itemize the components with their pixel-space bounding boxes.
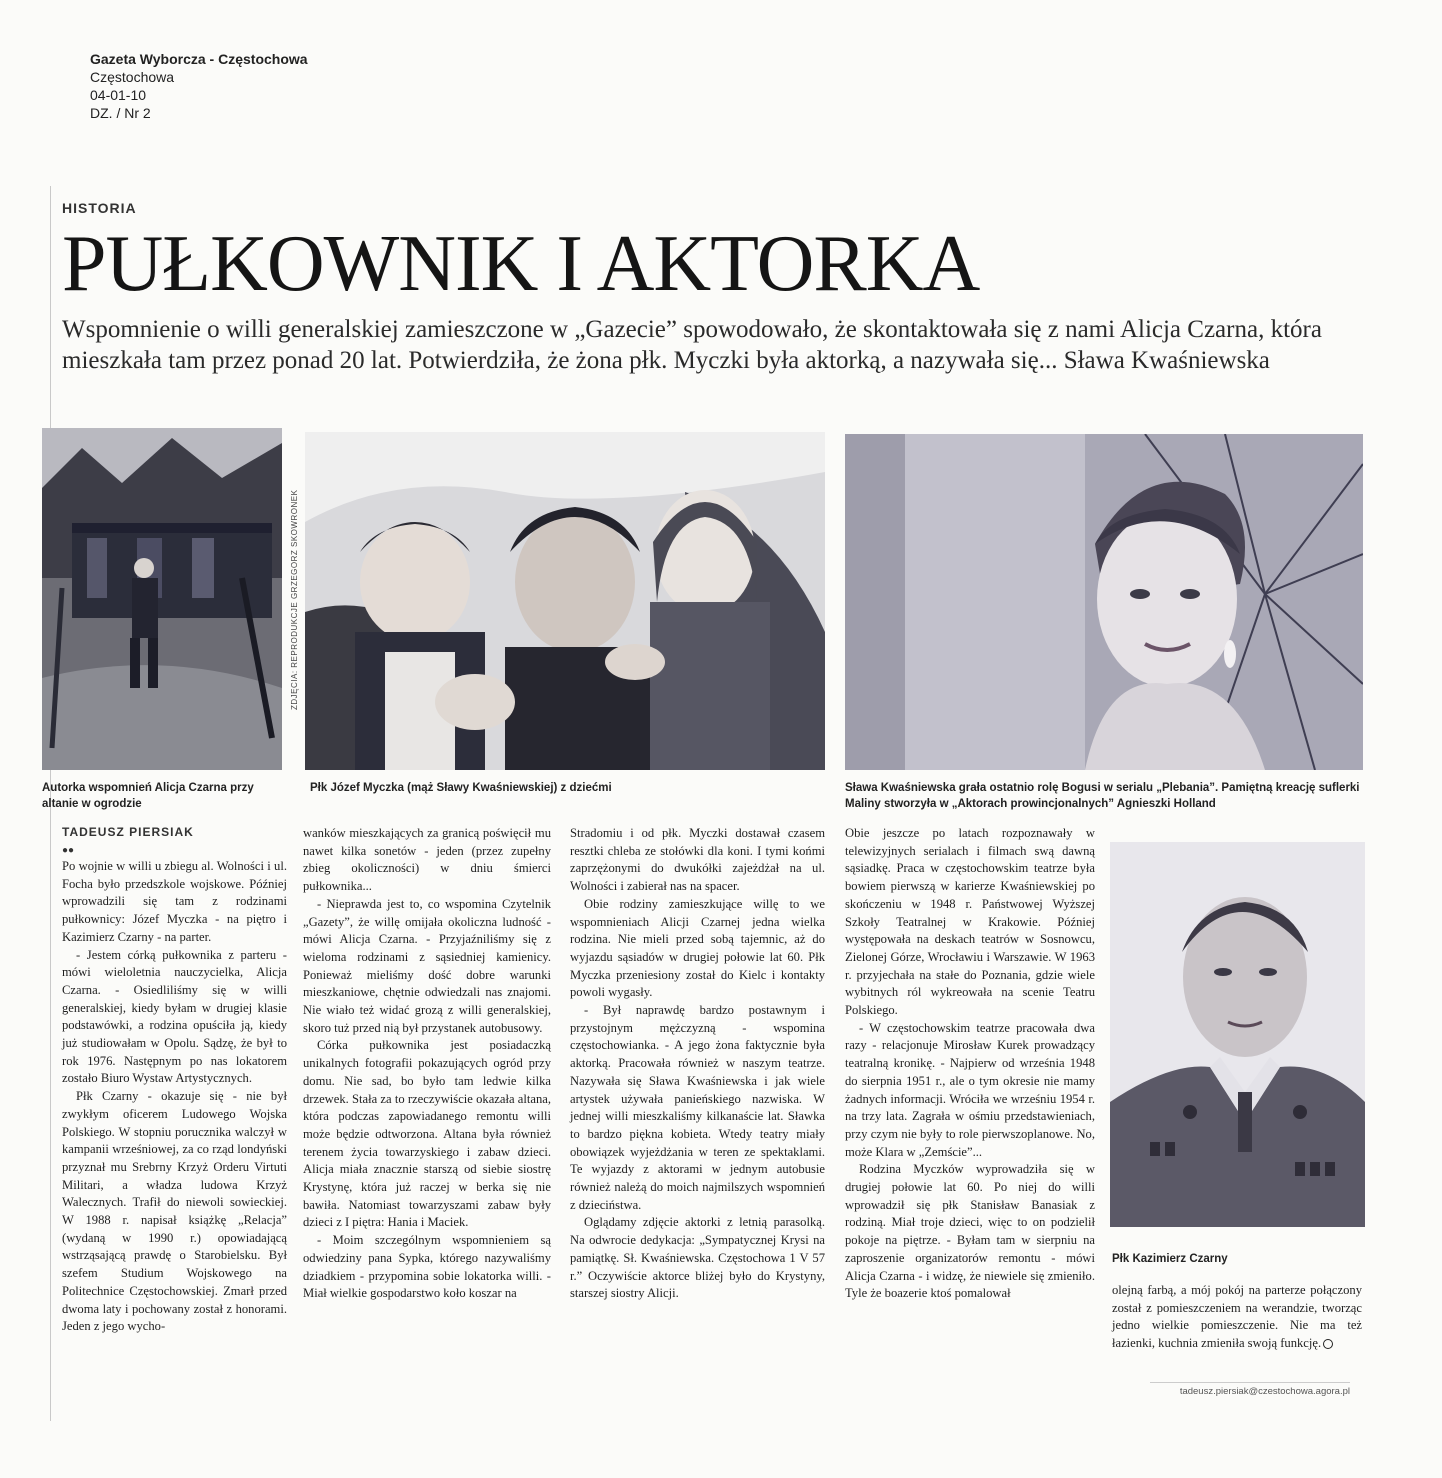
paragraph: - Jestem córką pułkownika z parteru - mówi wieloletnia nauczycielka, Alicja Czarna. - Osiedliliśmy się w willi generalskiej, kiedy byłam w drugiej klasie podstawówki, a rodzina opuściła ją, kiedy już studiowałam w Opolu. Sądzę, że był to rok 1976. Następnym po nas lokatorem zostało Biuro Wystaw Artystycznych.: [62, 947, 287, 1086]
publication-name: Gazeta Wyborcza - Częstochowa: [90, 51, 308, 67]
article-column-1: [62, 858, 287, 1336]
paragraph: Córka pułkownika jest posiadaczką unikalnych fotografii pokazujących ogród przy domu. Nie sad, bo było tam ledwie kilka drzewek. Stała za to rzeczywiście okazała altana, która podczas zapowiadanego remontu willi może będzie odtworzona. Altana była również terenem życia towarzyskiego i zabaw dzieci. Alicja miała znacznie starszą od siebie siostrę Krystynę, która już raczej w berka się nie bawiła. Natomiast towarzyszami zabaw były dzieci z I piętra: Hania i Maciek.: [303, 1038, 551, 1230]
garden-photo-image: [42, 428, 282, 770]
paragraph: Płk Czarny - okazuje się - nie był zwykłym oficerem Ludowego Wojska Polskiego. W stopniu porucznika walczył w kampanii wrześniowej, za co rząd londyński przyznał mu Srebrny Krzyż Orderu Virtuti Militari, a władza ludowa Krzyż Walecznych. Trafił do niewoli sowieckiej. W 1988 r. napisał książkę „Relacja” (wydaną w 1990 r.) opowiadającą wstrząsającą prawdę o Starobielsku. Był szefem Studium Wojskowego na Politechnice Częstochowskiej. Zmarł przed dwoma laty i pochowany został z honorami. Jeden z jego wycho-: [62, 1089, 287, 1334]
paragraph: Obie rodziny zamieszkujące willę to we wspomnieniach Alicji Czarnej jedna wielka rodzina. Nie mieli przed sobą tajemnic, aż do wyjazdu sąsiadów w drugiej połowie lat 60. Płk Myczka przeniesiony został do Kielc i kontakty powoli wygasły.: [570, 896, 825, 1000]
caption-colonel: Płk Kazimierz Czarny: [1112, 1253, 1228, 1265]
paragraph: - Moim szczególnym wspomnieniem są odwiedziny pana Sypka, którego nazywaliśmy dziadkiem - przypomina sobie lokatorka willi. - Miał wielkie gospodarstwo koło koszar na: [303, 1233, 551, 1301]
paragraph: Po wojnie w willi u zbiegu al. Wolności i ul. Focha było przedszkole wojskowe. Później wprowadzili się tam z rodzinami pułkownicy: Józef Myczka - na piętro i Kazimierz Czarny - na parter.: [62, 859, 287, 944]
publication-city: Częstochowa: [90, 69, 175, 85]
headline: PUŁKOWNIK I AKTORKA: [62, 220, 980, 308]
lead-paragraph: Wspomnienie o willi generalskiej zamieszczone w „Gazecie” spowodowało, że skontaktowała się z nami Alicja Czarna, która mieszkała tam przez ponad 20 lat. Potwierdziła, że żona płk. Myczki była aktorką, a nazywała się... Sława Kwaśniewska: [62, 316, 1322, 374]
caption-family: Płk Józef Myczka (mąż Sławy Kwaśniewskiej) z dziećmi: [310, 782, 612, 794]
publication-date: 04-01-10: [90, 87, 147, 103]
paragraph: wanków mieszkających za granicą poświęcił mu nawet kilka sonetów - jeden (przez zupełny zbieg okoliczności) w dniu śmierci pułkownika...: [303, 826, 551, 894]
photo-colonel: [1110, 842, 1365, 1227]
byline: TADEUSZ PIERSIAK: [62, 825, 194, 839]
caption-garden: Autorka wspomnień Alicja Czarna przy altanie w ogrodzie: [42, 782, 254, 810]
photo-credit: ZDJĘCIA: REPRODUKCJE GRZEGORZ SKOWRONEK: [290, 489, 299, 710]
paragraph: - Był naprawdę bardzo postawnym i przystojnym mężczyzną - wspomina częstochowianka. - A jego żona faktycznie była aktorką. Pracowała również w naszym teatrze. Nazywała się Sława Kwaśniewska i jak wiele artystek używała panieńskiego nazwiska. W jednej willi mieszkaliśmy kilkanaście lat. Sławka to bardzo piękna kobieta. Wtedy teatry miały obowiązek wyjeżdżania w teren ze spektaklami. Te wyjazdy z aktorami w jednym autobusie również należą do moich najmilszych wspomnień z dzieciństwa.: [570, 1003, 825, 1212]
paragraph: - W częstochowskim teatrze pracowała dwa razy - relacjonuje Mirosław Kurek prowadzący teatralną kronikę. - Najpierw od września 1948 do sierpnia 1951 r., ale o tym okresie nie mamy żadnych informacji. Wróciła we wrześniu 1954 r. na trzy lata. Zagrała w ośmiu przedstawieniach, przy czym nie były to role pierwszoplanowe. No, może Klara w „Zemście”...: [845, 1020, 1095, 1159]
caption-actress: Sława Kwaśniewska grała ostatnio rolę Bogusi w serialu „Plebania”. Pamiętną kreację suflerki Maliny stworzyła w „Aktorach prowincjonalnych” Agnieszki Holland: [845, 782, 1360, 810]
photo-family: [305, 432, 825, 770]
paragraph: Rodzina Myczków wyprowadziła się w drugiej połowie lat 60. Po niej do willi wprowadził się płk Stanisław Banasiak z rodziną. Miał troje dzieci, więc to on podzielił pokoje na piętrze. - Byłam tam w sierpniu na zaproszenie organizatorów remontu - mówi Alicja Czarna - i widzę, że niewiele się zmieniło. Tyle że boazerie ktoś pomalował: [845, 1162, 1095, 1301]
photo-actress: [845, 434, 1363, 770]
paragraph: - Nieprawda jest to, co wspomina Czytelnik „Gazety”, że willę omijała okoliczna ludność - mówi Alicja Czarna. - Przyjaźniliśmy się z wieloma rodzinami z sąsiedniej kamienicy. Ponieważ mieliśmy dość dobre warunki mieszkaniowe, chętnie odwiedzali nas znajomi. Nie wiało też widać grozą z willi generalskiej, skoro tuż przed nią był przystanek autobusowy.: [303, 896, 551, 1035]
paragraph: Stradomiu i od płk. Myczki dostawał czasem resztki chleba ze stołówki dla koni. I tymi końmi zaprzężonymi do dwukółki zajeżdżał na ul. Wolności i zabierał nas na spacer.: [570, 826, 825, 894]
end-of-article-mark: [1323, 1339, 1333, 1349]
closing-text: olejną farbą, a mój pokój na parterze połączony został z pomieszczeniem na werandzie, tworząc jedno wielkie pomieszczenie. Nie ma też łazienki, kuchnia zmieniła swoją funkcję.: [1112, 1283, 1362, 1351]
article-column-4: [845, 825, 1095, 1303]
paragraph: Obie jeszcze po latach rozpoznawały w telewizyjnych serialach i filmach swą dawną sąsiadkę. Praca w częstochowskim teatrze była bowiem pierwszą w karierze Kwaśniewskiej po skończeniu w 1948 r. Państwowej Wyższej Szkoły Teatralnej w Krakowie. Później występowała na deskach teatrów w Sosnowcu, Zielonej Górze, Wrocławiu i Warszawie. W 1963 r. przyjechała na stałe do Poznania, gdzie wiele wybitnych ról wykreowała na scenie Teatru Polskiego.: [845, 826, 1095, 1018]
actress-photo-image: [845, 434, 1363, 770]
colonel-photo-image: [1110, 842, 1365, 1227]
article-column-2: [303, 825, 551, 1303]
photo-garden: [42, 428, 282, 770]
publication-edition: DZ. / Nr 2: [90, 105, 151, 121]
article-column-5: [1112, 1282, 1362, 1353]
article-column-3: [570, 825, 825, 1303]
byline-ornament: ●●: [62, 845, 75, 856]
paragraph: [1112, 1282, 1362, 1353]
section-label: HISTORIA: [62, 200, 137, 216]
paragraph: Oglądamy zdjęcie aktorki z letnią parasolką. Na odwrocie dedykacja: „Sympatycznej Krysi na pamiątkę. Sł. Kwaśniewska. Częstochowa 1 V 57 r.” Oczywiście aktorce bliżej było do Krystyny, starszej siostry Alicji.: [570, 1215, 825, 1301]
family-photo-image: [305, 432, 825, 770]
clipping-metadata: [90, 50, 308, 122]
author-email: tadeusz.piersiak@czestochowa.agora.pl: [1150, 1382, 1350, 1397]
